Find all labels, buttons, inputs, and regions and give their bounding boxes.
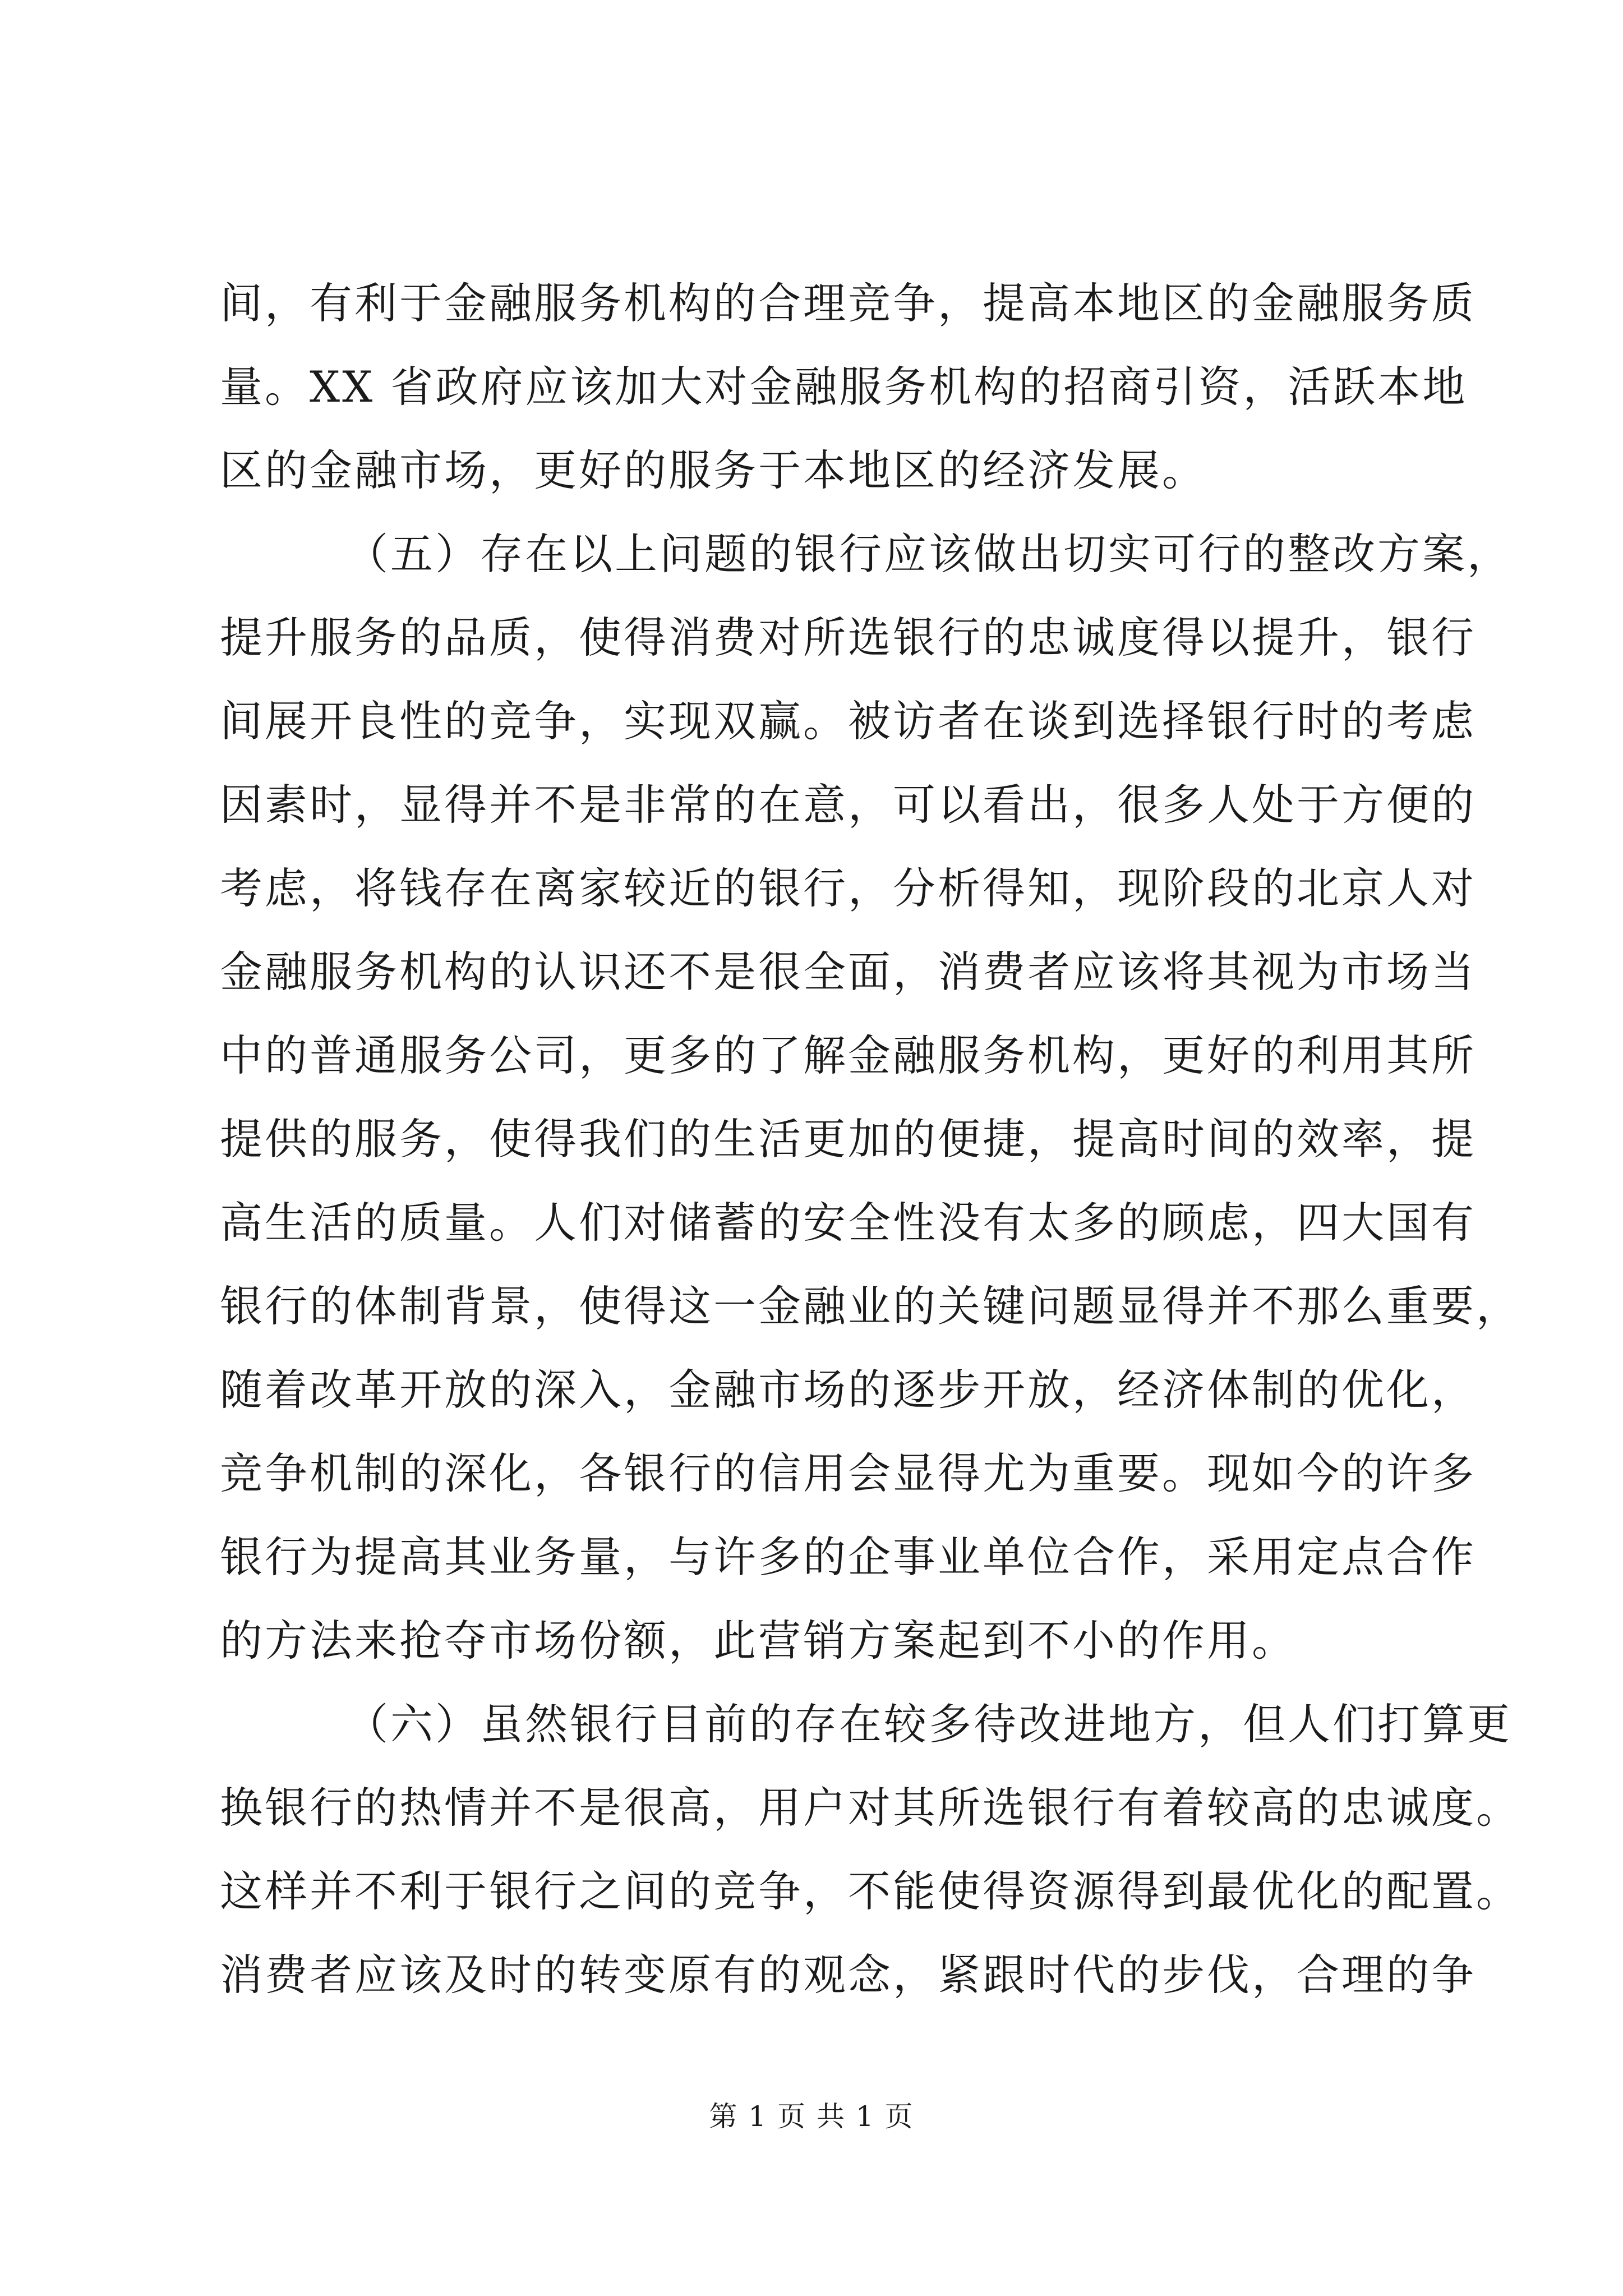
text-line: 换银行的热情并不是很高，用户对其所选银行有着较高的忠诚度。	[220, 1783, 1521, 1833]
text-line: 高生活的质量。人们对储蓄的安全性没有太多的顾虑，四大国有	[220, 1198, 1476, 1248]
text-line: 金融服务机构的认识还不是很全面，消费者应该将其视为市场当	[220, 947, 1476, 997]
paragraph-start-line: （五）存在以上问题的银行应该做出切实可行的整改方案，	[345, 529, 1512, 579]
text-line: 因素时，显得并不是非常的在意，可以看出，很多人处于方便的	[220, 780, 1476, 830]
text-line: 消费者应该及时的转变原有的观念，紧跟时代的步伐，合理的争	[220, 1950, 1476, 2000]
text-line: 提供的服务，使得我们的生活更加的便捷，提高时间的效率，提	[220, 1114, 1476, 1164]
text-line: 的方法来抢夺市场份额，此营销方案起到不小的作用。	[220, 1616, 1297, 1665]
document-body	[220, 261, 1521, 2017]
text-line: 中的普通服务公司，更多的了解金融服务机构，更好的利用其所	[220, 1030, 1476, 1080]
text-line: 考虑，将钱存在离家较近的银行，分析得知，现阶段的北京人对	[220, 863, 1476, 913]
text-line: 这样并不利于银行之间的竞争，不能使得资源得到最优化的配置。	[220, 1866, 1521, 1916]
page-number-label: 第 1 页 共 1 页	[709, 2100, 914, 2133]
text-line: 量。XX 省政府应该加大对金融服务机构的招商引资，活跃本地	[220, 362, 1468, 412]
text-line: 提升服务的品质，使得消费对所选银行的忠诚度得以提升，银行	[220, 613, 1476, 662]
text-line: 间展开良性的竞争，实现双赢。被访者在谈到选择银行时的考虑	[220, 696, 1476, 746]
text-line: 随着改革开放的深入，金融市场的逐步开放，经济体制的优化，	[220, 1365, 1476, 1415]
text-line: 银行的体制背景，使得这一金融业的关键问题显得并不那么重要，	[220, 1281, 1521, 1331]
text-line: 竞争机制的深化，各银行的信用会显得尤为重要。现如今的许多	[220, 1448, 1476, 1498]
text-line: 间，有利于金融服务机构的合理竞争，提高本地区的金融服务质	[220, 278, 1476, 328]
page-footer	[0, 2097, 1623, 2136]
paragraph-start-line: （六）虽然银行目前的存在较多待改进地方，但人们打算更	[345, 1699, 1512, 1749]
text-line: 区的金融市场，更好的服务于本地区的经济发展。	[220, 445, 1207, 495]
text-line: 银行为提高其业务量，与许多的企事业单位合作，采用定点合作	[220, 1532, 1476, 1582]
